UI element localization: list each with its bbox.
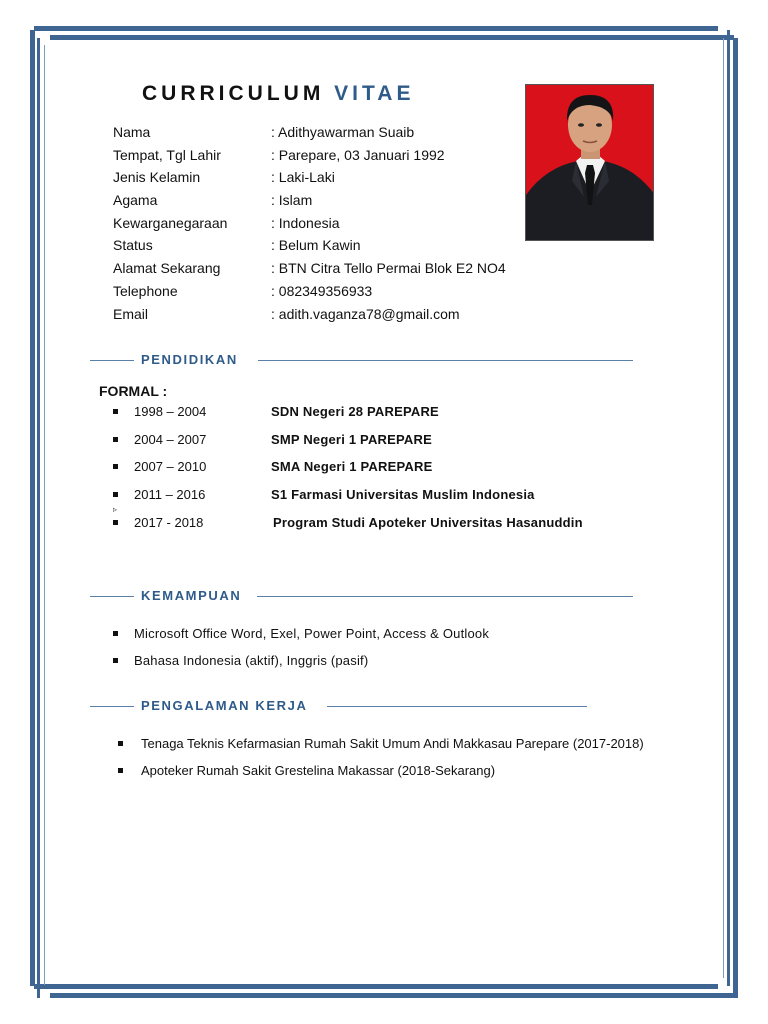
info-label: Nama (113, 124, 151, 140)
section-heading-skills (90, 586, 635, 606)
info-row-telephone (113, 282, 533, 305)
bullet-icon (113, 492, 118, 497)
section-divider (90, 360, 134, 361)
border-left-outer (30, 30, 35, 986)
info-row-religion (113, 191, 533, 214)
border-bottom-outer (34, 984, 718, 989)
education-years: 2017 - 2018 (134, 515, 204, 530)
formal-label: FORMAL : (99, 383, 168, 399)
info-label: Telephone (113, 282, 178, 299)
info-label: Tempat, Tgl Lahir (113, 146, 221, 163)
border-left-inner (37, 38, 40, 998)
section-title: PENDIDIKAN (141, 352, 238, 367)
info-value: : adith.vaganza78@gmail.com (271, 305, 460, 322)
info-row-birth (113, 146, 533, 169)
bullet-icon (113, 464, 118, 469)
info-row-status (113, 236, 533, 259)
bullet-icon (118, 741, 123, 746)
education-years: 1998 – 2004 (134, 404, 207, 419)
border-bottom-inner (50, 993, 734, 998)
education-school: S1 Farmasi Universitas Muslim Indonesia (271, 487, 535, 502)
profile-photo (525, 84, 654, 241)
page-title (142, 82, 414, 106)
skill-text: Microsoft Office Word, Exel, Power Point, Access & Outlook (134, 626, 490, 641)
info-label: Kewarganegaraan (113, 214, 228, 231)
border-right-outer (733, 38, 738, 998)
section-divider (90, 706, 134, 707)
info-value: : BTN Citra Tello Permai Blok E2 NO4 (271, 260, 506, 277)
border-top-outer (34, 26, 718, 31)
section-heading-experience (90, 696, 590, 716)
bullet-icon (113, 520, 118, 525)
bullet-icon (113, 631, 118, 636)
info-row-nationality (113, 214, 533, 237)
title-curriculum: CURRICULUM (142, 82, 325, 105)
section-title: KEMAMPUAN (141, 588, 242, 603)
info-row-email (113, 305, 533, 328)
info-label: Agama (113, 192, 158, 209)
info-value: : 082349356933 (271, 282, 373, 299)
bullet-icon (113, 409, 118, 414)
personal-info (113, 123, 533, 327)
bullet-icon (113, 658, 118, 663)
education-years: 2007 – 2010 (134, 459, 207, 474)
section-divider (258, 360, 633, 361)
section-heading-education (90, 350, 635, 370)
border-top-inner (50, 35, 734, 40)
triangle-marker-icon: ▹ (113, 505, 118, 514)
section-divider (90, 596, 134, 597)
border-right-inner (727, 30, 730, 986)
border-right-thin (723, 38, 724, 978)
info-label: Email (113, 305, 149, 322)
info-row-gender (113, 168, 533, 191)
info-value: : Belum Kawin (271, 237, 361, 254)
info-value: : Laki-Laki (271, 169, 335, 186)
education-years: 2011 – 2016 (134, 487, 206, 502)
section-divider (327, 706, 587, 707)
section-title: PENGALAMAN KERJA (141, 698, 308, 713)
education-years: 2004 – 2007 (134, 432, 207, 447)
title-vitae: VITAE (334, 82, 415, 105)
skill-text: Bahasa Indonesia (aktif), Inggris (pasif) (134, 653, 369, 668)
experience-text: Tenaga Teknis Kefarmasian Rumah Sakit Umum Andi Makkasau Parepare (2017-2018) (141, 736, 644, 751)
info-label: Alamat Sekarang (113, 260, 221, 277)
info-value: : Parepare, 03 Januari 1992 (271, 146, 445, 163)
bullet-icon (113, 437, 118, 442)
info-label: Status (113, 237, 153, 254)
education-school: SMA Negeri 1 PAREPARE (271, 459, 433, 474)
education-school: SMP Negeri 1 PAREPARE (271, 432, 432, 447)
section-divider (257, 596, 633, 597)
education-school: SDN Negeri 28 PAREPARE (271, 404, 439, 419)
info-label: Jenis Kelamin (113, 169, 201, 186)
border-left-thin (44, 45, 45, 985)
info-value: : Indonesia (271, 214, 340, 231)
bullet-icon (118, 768, 123, 773)
info-row-nama (113, 123, 533, 146)
experience-text: Apoteker Rumah Sakit Grestelina Makassar (2018-Sekarang) (141, 763, 496, 778)
info-value: : Islam (271, 192, 313, 209)
education-school: Program Studi Apoteker Universitas Hasanuddin (273, 515, 583, 530)
info-row-address (113, 259, 533, 282)
info-value: : Adithyawarman Suaib (271, 124, 415, 140)
